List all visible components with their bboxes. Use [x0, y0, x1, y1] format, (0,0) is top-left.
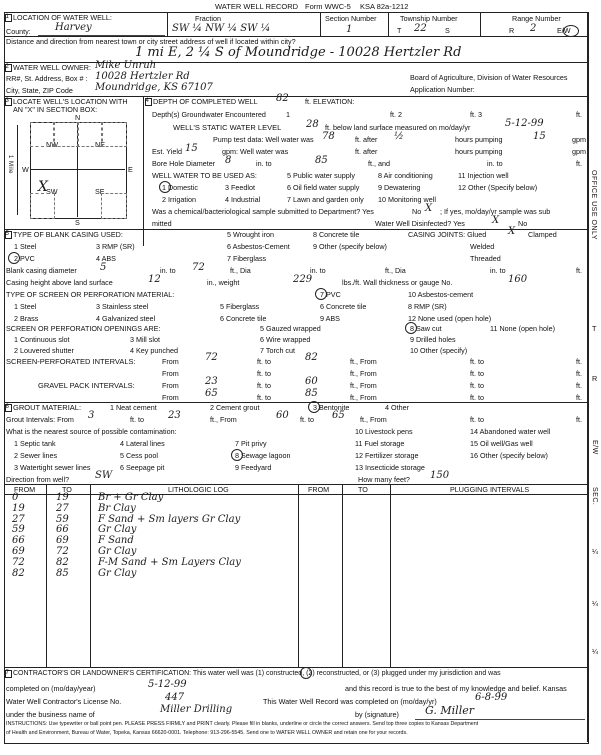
city-field[interactable]: Moundridge, KS 67107 [95, 82, 213, 93]
range-field[interactable]: 2 [530, 23, 537, 34]
log-cell-to: 59 [56, 513, 69, 525]
license-field[interactable]: 447 [165, 692, 185, 703]
range-direction: E/W [557, 26, 571, 35]
log-cell-from: 69 [12, 546, 25, 557]
section6-heading: GROUT MATERIAL: [13, 403, 82, 412]
completed-date-field[interactable]: 5-12-99 [148, 679, 187, 690]
log-cell-from: 59 [12, 524, 25, 536]
certification-heading: CONTRACTOR'S OR LANDOWNER'S CERTIFICATION: This water well was (1) constructed, (2) reconstructed, or (3) plugged under my jurisdiction and was [13, 670, 501, 677]
section2-heading: WATER WELL OWNER: [13, 63, 91, 72]
board-label: Board of Agriculture, Division of Water Resources [410, 73, 568, 82]
log-cell-desc: F-M Sand + Sm Layers Clay [98, 556, 241, 568]
section1-heading: LOCATION OF WATER WELL: [13, 13, 112, 22]
fraction-field[interactable]: SW ¼ NW ¼ SW ¼ [172, 23, 271, 34]
county-label: County: [6, 27, 31, 36]
range-label: Range Number [512, 14, 561, 23]
log-cell-desc: Gr Clay [98, 524, 137, 536]
city-label: City, State, ZIP Code [6, 86, 73, 95]
distance-label: Distance and direction from nearest town or city street address of well if located within city? [6, 37, 296, 46]
mile-label: 1 Mile [7, 155, 13, 175]
log-cell-to: 19 [56, 492, 69, 503]
sewage-lagoon-circle [231, 449, 243, 461]
distance-field[interactable]: 1 mi E, 2 ¼ S of Moundridge - 10028 Hertzler Rd [135, 45, 462, 60]
log-cell-from: 66 [12, 535, 25, 547]
grout-from-field[interactable]: 3 [88, 410, 95, 421]
bore-diameter-field[interactable]: 8 [225, 155, 232, 166]
log-cell-from: 72 [12, 556, 25, 568]
township-field[interactable]: 22 [414, 23, 427, 34]
blank-to-field[interactable]: 72 [192, 262, 205, 273]
address-label: RR#, St. Address, Box # : [6, 74, 88, 83]
static-date-field[interactable]: 5-12-99 [505, 118, 544, 129]
log-cell-desc: Gr Clay [98, 567, 137, 579]
log-cell-to: 72 [56, 546, 69, 557]
log-cell-to: 66 [56, 524, 69, 536]
gravel-from-field[interactable]: 23 [205, 376, 218, 387]
instructions-line2: of Health and Environment, Bureau of Water, Topeka, Kansas 66620-0001. Telephone: 913-296-5545. Send one to WATER WELL OWNER and retain one for your records. [6, 730, 408, 736]
signature-field[interactable]: G. Miller [425, 704, 474, 717]
gauge-field[interactable]: 160 [508, 274, 528, 285]
screen-pvc[interactable]: 7 PVC [320, 290, 341, 299]
yield-field[interactable]: 15 [185, 143, 198, 154]
disinfected-mark[interactable]: X [492, 215, 500, 226]
chem-no-mark[interactable]: X [425, 203, 433, 214]
township-label: Township Number [400, 14, 458, 23]
form-title: WATER WELL RECORD [215, 2, 299, 11]
log-cell-to: 82 [56, 556, 69, 568]
casing-pvc[interactable]: 2 PVC [14, 254, 35, 263]
owner-field[interactable]: Mike Unruh [95, 60, 157, 71]
screen-pvc-circle [315, 288, 327, 300]
howmany-field[interactable]: 150 [430, 470, 450, 481]
saw-cut-circle [405, 322, 417, 334]
screen-to-field[interactable]: 82 [305, 352, 318, 363]
section3-heading: LOCATE WELL'S LOCATION WITH [13, 97, 128, 106]
log-cell-desc: Br + Gr Clay [98, 492, 164, 503]
log-cell-from: 19 [12, 502, 25, 514]
grout-from2-field[interactable]: 60 [276, 410, 289, 421]
casing-height-field[interactable]: 12 [148, 274, 161, 285]
office-use-label: OFFICE USE ONLY [590, 170, 597, 240]
log-cell-from: 82 [12, 567, 25, 579]
pump-gpm-field[interactable]: 15 [533, 131, 546, 142]
gravel-to2-field[interactable]: 85 [305, 388, 318, 399]
blank-diameter-field[interactable]: 5 [100, 262, 107, 273]
form-number: Form WWC-5 [305, 2, 351, 11]
pump-hours-field[interactable]: ½ [394, 131, 404, 142]
location-x-mark: X [38, 179, 48, 195]
log-cell-to: 27 [56, 502, 69, 514]
application-label: Application Number: [410, 85, 475, 94]
log-cell-to: 85 [56, 567, 69, 579]
opening-saw-cut[interactable]: 8 Saw cut [410, 324, 442, 333]
pump-water-field[interactable]: 78 [322, 131, 335, 142]
log-cell-from: 27 [12, 513, 25, 525]
section-number-field[interactable]: 1 [346, 24, 353, 35]
lithologic-log-table [4, 484, 587, 667]
gravel-to-field[interactable]: 60 [305, 376, 318, 387]
county-field[interactable]: Harvey [55, 22, 92, 33]
casing-pvc-circle [8, 252, 20, 264]
grout-to2-field[interactable]: 65 [332, 410, 345, 421]
grout-to-field[interactable]: 23 [168, 410, 181, 421]
depth-field[interactable]: 82 [276, 93, 289, 104]
log-cell-from: 0 [12, 492, 19, 503]
business-name-field[interactable]: Miller Drilling [160, 704, 233, 715]
static-level-field[interactable]: 28 [306, 119, 319, 130]
casing-weight-field[interactable]: 229 [293, 274, 313, 285]
screen-from-field[interactable]: 72 [205, 352, 218, 363]
section5-heading: TYPE OF BLANK CASING USED: [13, 230, 123, 239]
gravel-from2-field[interactable]: 65 [205, 388, 218, 399]
section-number-label: Section Number [325, 14, 377, 23]
direction-field[interactable]: SW [95, 470, 113, 481]
grout-bentonite[interactable]: 3 Bentonite [313, 403, 350, 412]
record-date-field[interactable]: 6-8-99 [475, 692, 508, 703]
log-cell-to: 69 [56, 535, 69, 547]
log-cell-desc: Br Clay [98, 502, 136, 514]
fraction-label: Fraction [195, 14, 221, 23]
use-domestic-circle [159, 181, 171, 193]
bore-to-field[interactable]: 85 [315, 155, 328, 166]
instructions-line1: INSTRUCTIONS: Use typewriter or ball point pen. PLEASE PRESS FIRMLY and PRINT clearly. Please fill in blanks, underline or circle the correct answers. Send top three copies to Kansas Department [6, 721, 479, 727]
use-domestic[interactable]: 1 Domestic [162, 183, 198, 192]
log-cell-desc: F Sand [98, 535, 134, 547]
log-cell-desc: F Sand + Sm layers Gr Clay [98, 513, 241, 525]
constructed-circle [300, 667, 312, 679]
joints-mark[interactable]: X [508, 226, 516, 237]
log-cell-desc: Gr Clay [98, 546, 137, 557]
bentonite-circle [308, 401, 320, 413]
form-ksa: KSA 82a-1212 [360, 2, 409, 11]
address-field[interactable]: 10028 Hertzler Rd [95, 71, 190, 82]
contam-sewage-lagoon[interactable]: 8 Sewage lagoon [235, 451, 291, 460]
section4-heading: DEPTH OF COMPLETED WELL [153, 97, 258, 106]
